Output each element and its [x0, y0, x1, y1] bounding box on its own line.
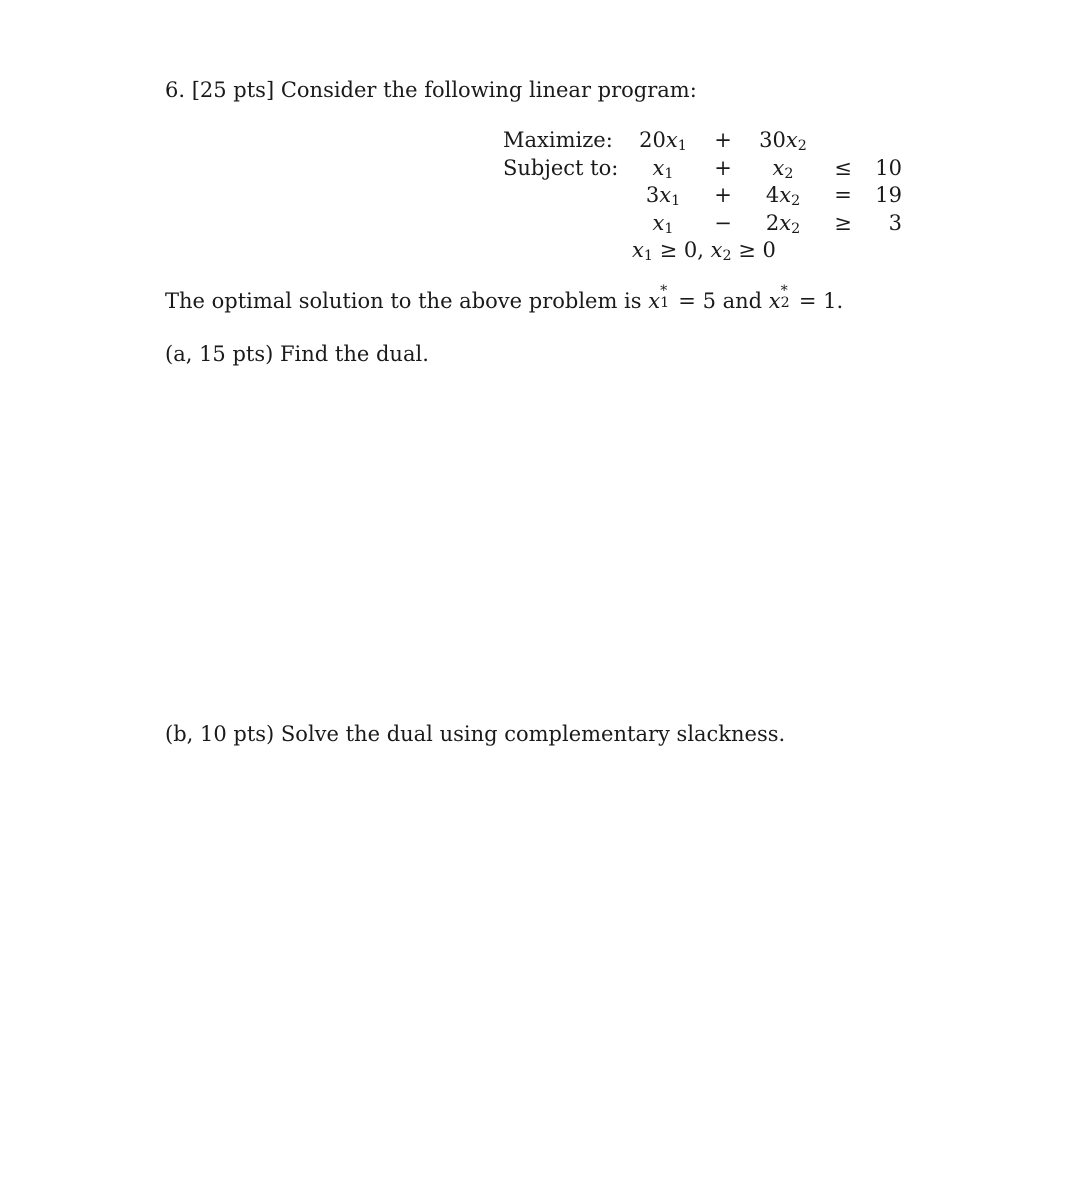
part-b-question: (b, 10 pts) Solve the dual using complementary slackness. — [165, 722, 786, 746]
variable: x — [710, 238, 723, 262]
variable: x — [779, 183, 792, 207]
objective-operator: + — [714, 128, 732, 152]
constraint-relation: ≥ — [834, 211, 852, 235]
sub-superscript — [780, 282, 793, 311]
variable-subscript: 1 — [643, 248, 653, 265]
variable: x — [652, 211, 665, 235]
constraint-term-1 — [627, 211, 699, 238]
coefficient: 30 — [759, 128, 786, 152]
variable-subscript: 1 — [664, 221, 674, 238]
constraint-relation: = — [834, 183, 852, 207]
relation-text: ≥ 0 — [731, 238, 776, 262]
sub-superscript — [660, 282, 672, 311]
coefficient: 2 — [765, 211, 780, 235]
variable: x — [632, 238, 644, 262]
variable: x — [772, 156, 785, 180]
variable: x — [648, 289, 661, 313]
equation-text: = 5 and — [671, 289, 769, 313]
variable: x — [779, 211, 792, 235]
variable-subscript: 2 — [791, 193, 801, 210]
constraint-term-1 — [627, 156, 699, 183]
constraint-rhs: 10 — [875, 156, 902, 180]
variable: x — [659, 183, 672, 207]
variable-subscript: 1 — [664, 166, 674, 183]
variable-subscript: 1 — [671, 193, 681, 210]
constraint-operator: + — [714, 156, 732, 180]
constraint-rhs: 3 — [888, 211, 902, 235]
problem-heading: 6. [25 pts] Consider the following linear program: — [165, 78, 697, 102]
objective-term-2 — [747, 128, 819, 155]
coefficient: 3 — [645, 183, 660, 207]
variable-subscript: 2 — [797, 138, 807, 155]
constraint-rhs: 19 — [875, 183, 902, 207]
constraint-term-2 — [747, 156, 819, 183]
variable-subscript: 2 — [722, 248, 732, 265]
constraint-operator: + — [714, 183, 732, 207]
variable: x — [652, 156, 665, 180]
equation-text: = 1. — [792, 289, 844, 313]
coefficient: 20 — [639, 128, 666, 152]
constraint-relation: ≤ — [834, 156, 852, 180]
variable: x — [785, 128, 798, 152]
nonnegativity-constraint — [632, 238, 776, 265]
variable-subscript: 1 — [677, 138, 687, 155]
variable: x — [665, 128, 678, 152]
constraint-term-1 — [627, 183, 699, 210]
part-a-question: (a, 15 pts) Find the dual. — [165, 342, 429, 366]
maximize-label: Maximize: — [503, 128, 613, 152]
superscript: * — [660, 282, 668, 299]
constraint-term-2 — [747, 211, 819, 238]
constraint-term-2 — [747, 183, 819, 210]
relation-text: ≥ 0, — [652, 238, 711, 262]
solution-prefix: The optimal solution to the above problem is — [165, 289, 649, 313]
optimal-solution-text — [165, 282, 844, 313]
variable-subscript: 2 — [784, 166, 794, 183]
constraint-operator: − — [714, 211, 732, 235]
objective-term-1 — [627, 128, 699, 155]
coefficient: 4 — [765, 183, 780, 207]
subscript: 2 — [780, 294, 790, 311]
subscript: 1 — [660, 294, 670, 311]
superscript: * — [780, 282, 788, 299]
subject-to-label: Subject to: — [503, 156, 619, 180]
variable: x — [768, 289, 781, 313]
variable-subscript: 2 — [791, 221, 801, 238]
